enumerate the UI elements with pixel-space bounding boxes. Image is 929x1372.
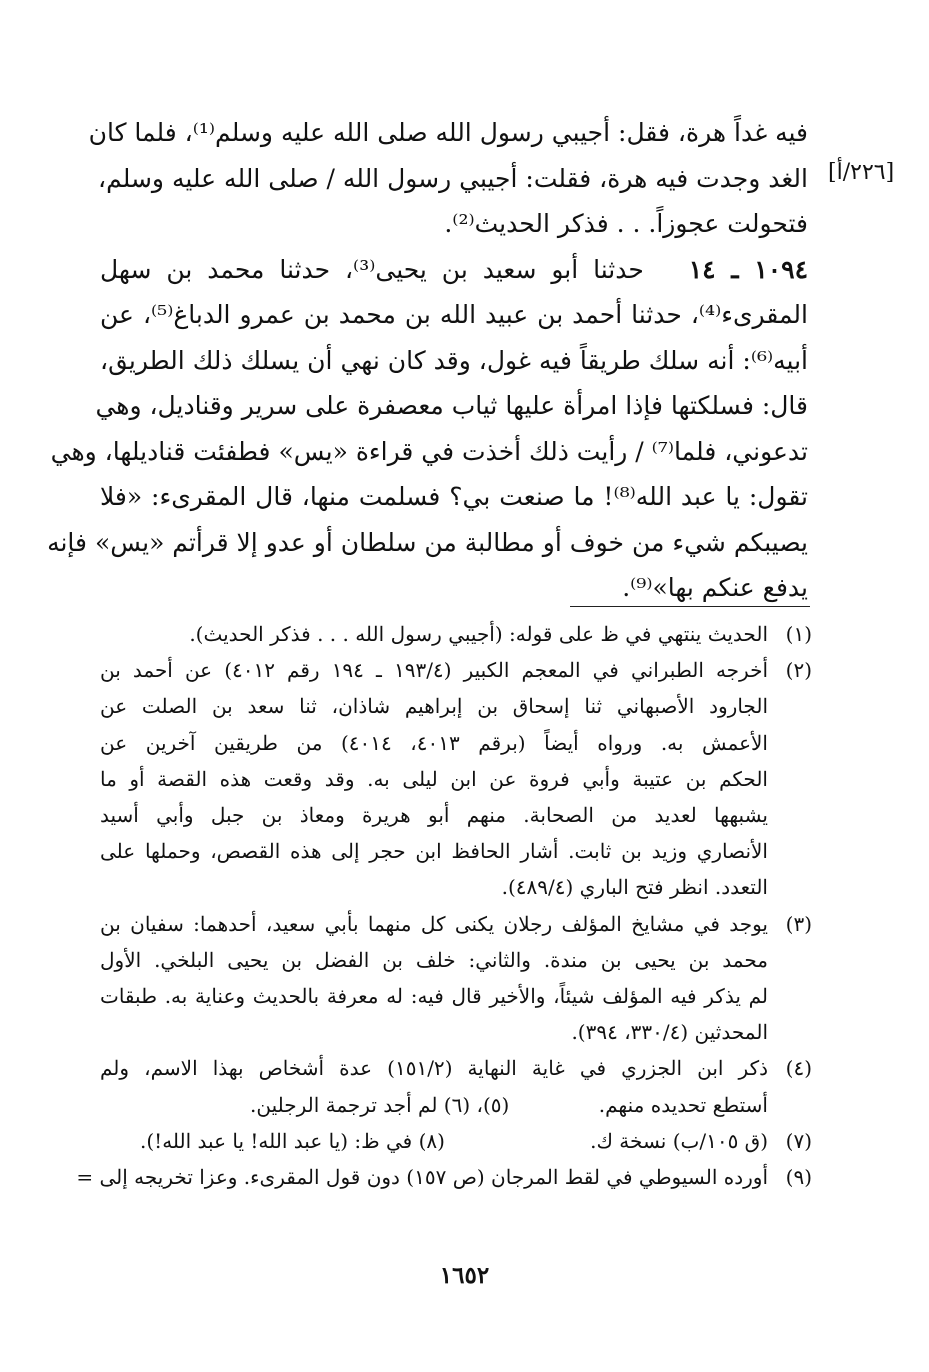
footnote-line: ذكر ابن الجزري في غاية النهاية (١٥١/٢) عدة أشخاص بهذا الاسم، ولم: [100, 1056, 768, 1081]
footnote-line: يشبهها لعديد من الصحابة. منهم أبو هريرة ومعاذ بن جبل وأبي أسيد: [100, 803, 768, 828]
footnote-number: (٢): [785, 658, 812, 683]
footnote-line: الأعمش به. ورواه أيضاً (برقم ٤٠١٣، ٤٠١٤) من طريقين آخرين عن: [100, 730, 768, 755]
footnote-line: أورده السيوطي في لقط المرجان (ص ١٥٧) دون قول المقرىء. وعزا تخريجه إلى =: [76, 1165, 768, 1190]
page-number: ١٦٥٢: [439, 1262, 490, 1289]
footnote-line: الحديث ينتهي في ظ على قوله: (أجيبي رسول الله . . . فذكر الحديث).: [189, 622, 768, 646]
footnotes-block: [76, 616, 812, 1195]
main-line-2: الغد وجدت فيه هرة، فقلت: أجيبي رسول الله / صلى الله عليه وسلم،: [98, 163, 808, 193]
hadith-number: ١٠٩٤ ـ ١٤: [688, 254, 808, 284]
main-line-7: قال: فسلكتها فإذا امرأة عليها ثياب معصفرة على سرير وقناديل، وهي: [95, 391, 808, 420]
footnote-line: أستطع تحديده منهم.: [598, 1092, 768, 1117]
footnote-4: [100, 1050, 812, 1122]
main-line-6: أبيه⁽⁶⁾: أنه سلك طريقاً فيه غول، وقد كان نهي أن يسلك ذلك الطريق،: [100, 345, 808, 375]
footnote-8: (٨) في ظ: (يا عبد الله! يا عبد الله!).: [140, 1128, 445, 1153]
footnote-line-combined: [100, 1123, 768, 1159]
main-line-8: تدعوني، فلما⁽⁷⁾ / رأيت ذلك أخذت في قراءة «يس» فطفئت قناديلها، وهي: [50, 436, 808, 466]
footnote-number: (٣): [785, 911, 812, 936]
manuscript-folio-marker: [٢٢٦/أ]: [828, 160, 895, 185]
footnote-line: محمد بن يحيى بن مندة. والثاني: خلف بن الفضل بن يحيى البلخي. الأول: [100, 947, 768, 972]
footnote-3: [100, 906, 812, 1051]
footnote-7: [100, 1123, 812, 1159]
main-line-3: فتحولت عجوزاً. . . فذكر الحديث⁽²⁾.: [444, 209, 808, 238]
footnote-1: [100, 616, 812, 652]
footnote-7-text: (ق ١٠٥/ب) نسخة ك.: [590, 1128, 768, 1153]
footnote-line-combined: [100, 1087, 768, 1123]
footnote-2: [100, 652, 812, 905]
main-text-block: [47, 110, 808, 611]
footnote-9: [76, 1159, 812, 1195]
footnote-line: أخرجه الطبراني في المعجم الكبير (١٩٣/٤ ـ ١٩٤ رقم ٤٠١٢) عن أحمد بن: [100, 658, 769, 683]
main-line-9: تقول: يا عبد الله⁽⁸⁾! ما صنعت بي؟ فسلمت منها، قال المقرىء: «فلا: [100, 482, 808, 511]
footnote-line: لم يذكر فيه المؤلف شيئاً، والأخير قال فيه: له معرفة بالحديث وعناية به. طبقات: [100, 984, 768, 1009]
footnote-line: الحكم بن عتيبة وأبي فروة عن ابن ليلى به. وقد وقعت هذه القصة أو ما: [100, 766, 768, 791]
footnote-line: يوجد في مشايخ المؤلف رجلان يكنى كل منهما بأبي سعيد، أحدهما: سفيان بن: [100, 911, 768, 936]
main-line-11: يدفع عنكم بها»⁽⁹⁾.: [622, 573, 808, 602]
footnote-number: (١): [785, 622, 812, 646]
footnote-line: الجارود الأصبهاني ثنا إسحاق بن إبراهيم شاذان، ثنا سعد بن الصلت عن: [100, 694, 768, 719]
footnote-line: المحدثين (٣٣٠/٤، ٣٩٤).: [571, 1020, 768, 1045]
footnote-number: (٤): [785, 1056, 812, 1081]
main-line-10: يصيبكم شيء من خوف أو مطالبة من سلطان أو عدو إلا قرأتم «يس» فإنه: [47, 527, 808, 557]
main-line-4-text: حدثنا أبو سعيد بن يحيى⁽³⁾، حدثنا محمد بن سهل: [100, 254, 644, 284]
main-line-1: فيه غداً هرة، فقل: أجيبي رسول الله صلى الله عليه وسلم⁽¹⁾، فلما كان: [88, 118, 808, 147]
main-line-4: [100, 247, 808, 293]
footnote-number: (٩): [785, 1165, 812, 1190]
footnote-line: التعدد. انظر فتح الباري (٤٨٩/٤).: [501, 875, 768, 900]
footnote-line: الأنصاري وزيد بن ثابت. أشار الحافظ ابن حجر إلى هذه القصص، وحملها على: [100, 839, 768, 864]
footnote-divider: [570, 606, 810, 607]
footnote-5-6: (٥)، (٦) لم أجد ترجمة الرجلين.: [250, 1092, 510, 1117]
footnote-number: (٧): [785, 1128, 812, 1153]
main-line-5: المقرىء⁽⁴⁾، حدثنا أحمد بن عبيد الله بن محمد بن عمرو الدباغ⁽⁵⁾، عن: [100, 300, 808, 329]
